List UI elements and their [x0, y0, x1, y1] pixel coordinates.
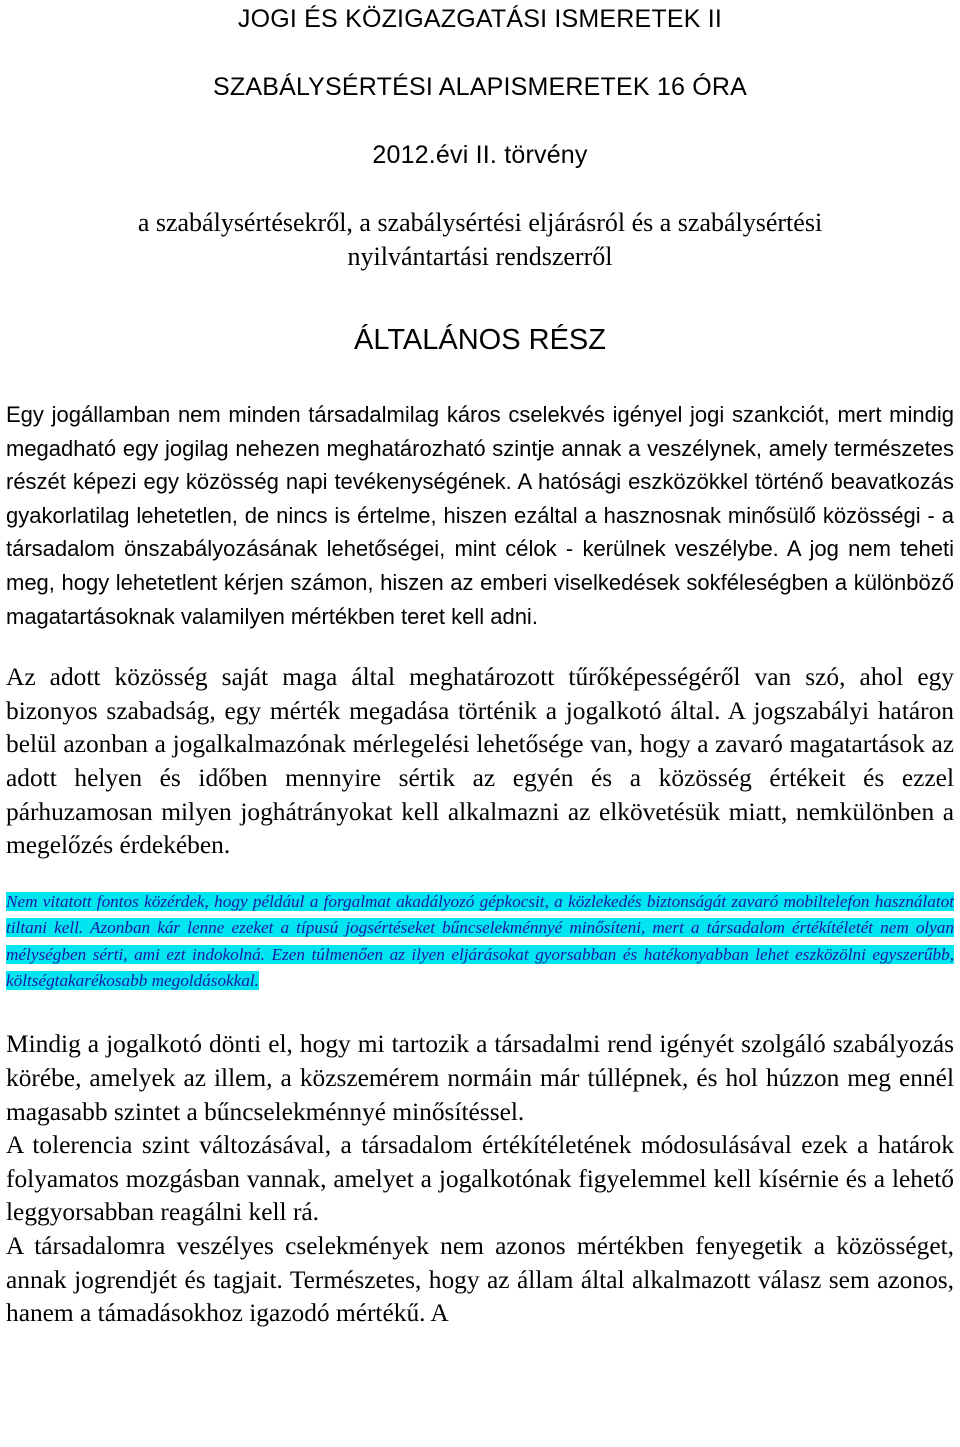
module-title: SZABÁLYSÉRTÉSI ALAPISMERETEK 16 ÓRA [212, 73, 748, 101]
paragraph-4: A tolerencia szint változásával, a társadalom értékítéletének módosulásával ezek a határok folyamatos mozgásban vannak, amelyet a jogalkotónak figyelemmel kell kísérnie és a lehető leggyorsabban reagálni kell rá. [6, 1131, 954, 1227]
paragraph-3: Mindig a jogalkotó dönti el, hogy mi tartozik a társadalmi rend igényét szolgáló szabályozás körébe, amelyek az illem, a közszemérem normáin már túllépnek, és hol húzzon meg ennél magasabb szintet a bűncselekménnyé minősítéssel. [6, 1030, 954, 1126]
highlighted-note-text: Nem vitatott fontos közérdek, hogy például a forgalmat akadályozó gépkocsit, a közlekedés biztonságát zavaró mobiltelefon használatot tiltani kell. Azonban kár lenne ezeket a típusú jogsértéseket bűncselekménnyé minősíteni, mert a társadalom értékítéletét nem olyan mélységben sérti, ami ezt indokolná. Ezen túlmenően az ilyen eljárásokat gyorsabban és hatékonyabban lehet eszközölni egyszerűbb, költségtakarékosabb megoldásokkal. [6, 891, 954, 990]
highlighted-note [6, 889, 954, 995]
law-subtitle-line1: a szabálysértésekről, a szabálysértési eljárásról és a szabálysértési [137, 208, 823, 237]
section-heading: ÁLTALÁNOS RÉSZ [354, 324, 606, 356]
course-title: JOGI ÉS KÖZIGAZGATÁSI ISMERETEK II [237, 5, 723, 33]
paragraph-1: Egy jogállamban nem minden társadalmilag káros cselekvés igényel jogi szankciót, mert mindig megadható egy jogilag nehezen meghatározható szintje annak a veszélynek, amely természetes részét képezi egy közösség napi tevékenységének. A hatósági eszközökkel történő beavatkozás gyakorlatilag lehetetlen, de nincs is értelme, hiszen ezáltal a hasznosnak minősülő közösségi - a társadalom önszabályozásának lehetőségei, mint célok - kerülnek veszélybe. A jog nem teheti meg, hogy lehetetlent kérjen számon, hiszen az emberi viselkedések sokféleségben a különböző magatartásoknak valamilyen mértékben teret kell adni. [6, 402, 954, 629]
paragraph-5: A társadalomra veszélyes cselekmények nem azonos mértékben fenyegetik a közösséget, annak jogrendjét és tagjait. Természetes, hogy az állam által alkalmazott válasz sem azonos, hanem a támadásokhoz igazodó mértékű. A [6, 1231, 954, 1328]
paragraph-2: Az adott közösség saját maga által meghatározott tűrőképességéről van szó, ahol egy bizonyos szabadság, egy mérték megadása történik a jogalkotó által. A jogszabályi határon belül azonban a jogalkalmazónak mérlegelési lehetősége van, hogy a zavaró magatartások az adott helyen és időben mennyire sértik az egyén és a közösség értékeit és ezzel párhuzamosan milyen joghátrányokat kell alkalmazni az elkövetésük miatt, nemkülönben a megelőzés érdekében. [6, 663, 954, 860]
law-number: 2012.évi II. törvény [372, 141, 588, 169]
law-subtitle-line2: nyilvántartási rendszerről [347, 242, 613, 271]
